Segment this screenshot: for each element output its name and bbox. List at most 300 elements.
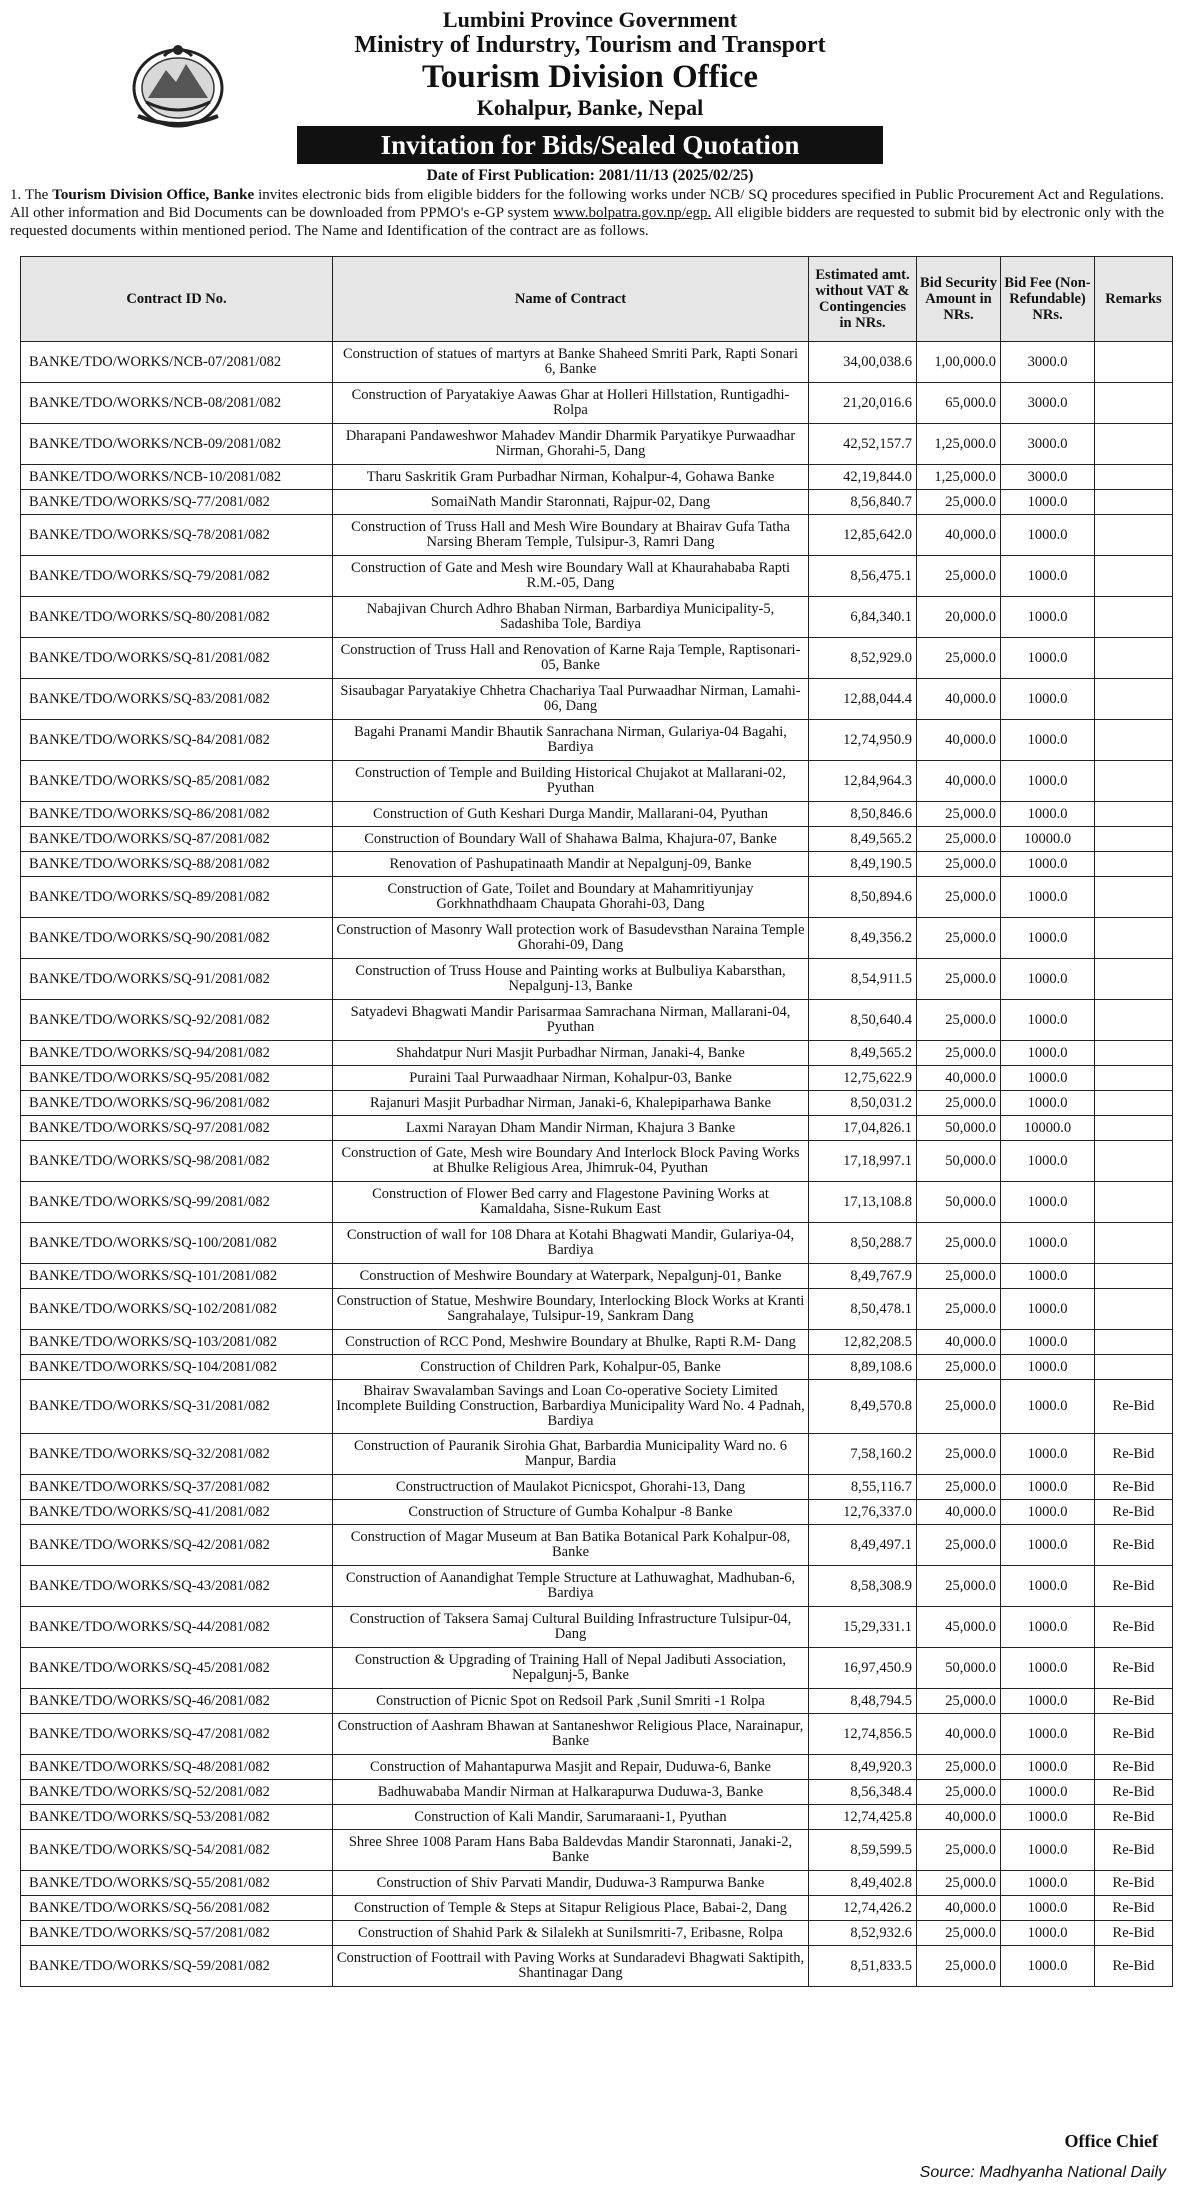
bid-security-cell: 25,000.0: [917, 1355, 1001, 1380]
table-row: [21, 761, 1173, 802]
table-row: [21, 852, 1173, 877]
estimated-amount-cell: 17,04,826.1: [809, 1116, 917, 1141]
bid-fee-cell: 1000.0: [1001, 1434, 1095, 1475]
contract-id-cell: BANKE/TDO/WORKS/SQ-92/2081/082: [21, 1000, 333, 1041]
bid-security-cell: 50,000.0: [917, 1648, 1001, 1689]
bid-fee-cell: 1000.0: [1001, 1289, 1095, 1330]
estimated-amount-cell: 8,49,356.2: [809, 918, 917, 959]
contract-name-cell: Construction of Children Park, Kohalpur-05, Banke: [333, 1355, 809, 1380]
remarks-cell: [1095, 761, 1173, 802]
contract-id-cell: BANKE/TDO/WORKS/SQ-32/2081/082: [21, 1434, 333, 1475]
bid-security-cell: 25,000.0: [917, 1921, 1001, 1946]
table-row: [21, 1525, 1173, 1566]
bid-fee-cell: 1000.0: [1001, 1041, 1095, 1066]
table-row: [21, 515, 1173, 556]
remarks-cell: Re-Bid: [1095, 1714, 1173, 1755]
table-row: [21, 1000, 1173, 1041]
table-row: [21, 1946, 1173, 1987]
remarks-cell: [1095, 1041, 1173, 1066]
contract-id-cell: BANKE/TDO/WORKS/SQ-101/2081/082: [21, 1264, 333, 1289]
contract-name-cell: Construction of Truss Hall and Renovation of Karne Raja Temple, Raptisonari-05, Banke: [333, 638, 809, 679]
contract-id-cell: BANKE/TDO/WORKS/SQ-80/2081/082: [21, 597, 333, 638]
bid-security-cell: 25,000.0: [917, 1755, 1001, 1780]
estimated-amount-cell: 34,00,038.6: [809, 342, 917, 383]
bid-fee-cell: 1000.0: [1001, 1380, 1095, 1434]
remarks-cell: [1095, 1264, 1173, 1289]
header-remarks: Remarks: [1095, 257, 1173, 342]
table-row: [21, 959, 1173, 1000]
bid-security-cell: 40,000.0: [917, 515, 1001, 556]
estimated-amount-cell: 8,49,402.8: [809, 1871, 917, 1896]
bid-security-cell: 25,000.0: [917, 1264, 1001, 1289]
bid-security-cell: 25,000.0: [917, 1780, 1001, 1805]
bid-fee-cell: 1000.0: [1001, 556, 1095, 597]
table-row: [21, 490, 1173, 515]
estimated-amount-cell: 12,84,964.3: [809, 761, 917, 802]
table-row: [21, 827, 1173, 852]
remarks-cell: [1095, 1091, 1173, 1116]
estimated-amount-cell: 8,50,846.6: [809, 802, 917, 827]
header-bid-security: Bid Security Amount in NRs.: [917, 257, 1001, 342]
estimated-amount-cell: 8,49,565.2: [809, 1041, 917, 1066]
contract-id-cell: BANKE/TDO/WORKS/SQ-52/2081/082: [21, 1780, 333, 1805]
estimated-amount-cell: 12,75,622.9: [809, 1066, 917, 1091]
estimated-amount-cell: 16,97,450.9: [809, 1648, 917, 1689]
remarks-cell: Re-Bid: [1095, 1434, 1173, 1475]
table-row: [21, 597, 1173, 638]
table-row: [21, 1330, 1173, 1355]
table-row: [21, 383, 1173, 424]
bid-security-cell: 25,000.0: [917, 1830, 1001, 1871]
table-row: [21, 1380, 1173, 1434]
remarks-cell: Re-Bid: [1095, 1946, 1173, 1987]
bid-security-cell: 25,000.0: [917, 1871, 1001, 1896]
intro-paragraph: [10, 186, 1164, 242]
estimated-amount-cell: 7,58,160.2: [809, 1434, 917, 1475]
table-row: [21, 1607, 1173, 1648]
remarks-cell: Re-Bid: [1095, 1780, 1173, 1805]
contract-id-cell: BANKE/TDO/WORKS/SQ-41/2081/082: [21, 1500, 333, 1525]
contract-name-cell: SomaiNath Mandir Staronnati, Rajpur-02, Dang: [333, 490, 809, 515]
contract-id-cell: BANKE/TDO/WORKS/SQ-99/2081/082: [21, 1182, 333, 1223]
bid-fee-cell: 1000.0: [1001, 1141, 1095, 1182]
bid-security-cell: 1,00,000.0: [917, 342, 1001, 383]
remarks-cell: [1095, 1141, 1173, 1182]
bid-security-cell: 25,000.0: [917, 959, 1001, 1000]
remarks-cell: Re-Bid: [1095, 1525, 1173, 1566]
bid-security-cell: 45,000.0: [917, 1607, 1001, 1648]
bid-security-cell: 40,000.0: [917, 1330, 1001, 1355]
bid-fee-cell: 1000.0: [1001, 1780, 1095, 1805]
bid-fee-cell: 1000.0: [1001, 1091, 1095, 1116]
estimated-amount-cell: 8,59,599.5: [809, 1830, 917, 1871]
bid-fee-cell: 1000.0: [1001, 1264, 1095, 1289]
bid-fee-cell: 1000.0: [1001, 1896, 1095, 1921]
contract-name-cell: Construction of Masonry Wall protection work of Basudevsthan Naraina Temple Ghorahi-09, Dang: [333, 918, 809, 959]
contract-name-cell: Tharu Saskritik Gram Purbadhar Nirman, Kohalpur-4, Gohawa Banke: [333, 465, 809, 490]
remarks-cell: [1095, 720, 1173, 761]
bid-security-cell: 40,000.0: [917, 1805, 1001, 1830]
contract-id-cell: BANKE/TDO/WORKS/SQ-98/2081/082: [21, 1141, 333, 1182]
contract-name-cell: Construction of Mahantapurwa Masjit and Repair, Duduwa-6, Banke: [333, 1755, 809, 1780]
bid-security-cell: 65,000.0: [917, 383, 1001, 424]
remarks-cell: [1095, 515, 1173, 556]
bid-fee-cell: 1000.0: [1001, 802, 1095, 827]
bid-security-cell: 25,000.0: [917, 877, 1001, 918]
bid-fee-cell: 1000.0: [1001, 1714, 1095, 1755]
table-row: [21, 1500, 1173, 1525]
estimated-amount-cell: 8,49,920.3: [809, 1755, 917, 1780]
contract-name-cell: Bagahi Pranami Mandir Bhautik Sanrachana Nirman, Gulariya-04 Bagahi, Bardiya: [333, 720, 809, 761]
estimated-amount-cell: 8,50,640.4: [809, 1000, 917, 1041]
estimated-amount-cell: 15,29,331.1: [809, 1607, 917, 1648]
contracts-table: [20, 256, 1173, 1987]
estimated-amount-cell: 8,56,348.4: [809, 1780, 917, 1805]
contract-id-cell: BANKE/TDO/WORKS/SQ-83/2081/082: [21, 679, 333, 720]
bid-security-cell: 25,000.0: [917, 1091, 1001, 1116]
table-row: [21, 1141, 1173, 1182]
contract-id-cell: BANKE/TDO/WORKS/SQ-42/2081/082: [21, 1525, 333, 1566]
estimated-amount-cell: 8,52,932.6: [809, 1921, 917, 1946]
estimated-amount-cell: 12,82,208.5: [809, 1330, 917, 1355]
contract-name-cell: Construction of Aanandighat Temple Structure at Lathuwaghat, Madhuban-6, Bardiya: [333, 1566, 809, 1607]
contract-id-cell: BANKE/TDO/WORKS/SQ-97/2081/082: [21, 1116, 333, 1141]
estimated-amount-cell: 8,54,911.5: [809, 959, 917, 1000]
contract-id-cell: BANKE/TDO/WORKS/SQ-44/2081/082: [21, 1607, 333, 1648]
bid-fee-cell: 1000.0: [1001, 1475, 1095, 1500]
estimated-amount-cell: 12,76,337.0: [809, 1500, 917, 1525]
estimated-amount-cell: 8,50,031.2: [809, 1091, 917, 1116]
table-row: [21, 556, 1173, 597]
bid-security-cell: 25,000.0: [917, 1434, 1001, 1475]
bid-notice: [10, 6, 1170, 2194]
bid-fee-cell: 1000.0: [1001, 1805, 1095, 1830]
table-row: [21, 1714, 1173, 1755]
contract-name-cell: Construction of Foottrail with Paving Works at Sundaradevi Bhagwati Saktipith, Shantinagar Dang: [333, 1946, 809, 1987]
bid-security-cell: 40,000.0: [917, 720, 1001, 761]
bid-security-cell: 40,000.0: [917, 1714, 1001, 1755]
table-row: [21, 1475, 1173, 1500]
remarks-cell: Re-Bid: [1095, 1755, 1173, 1780]
table-row: [21, 802, 1173, 827]
intro-text-1: 1. The: [10, 187, 53, 203]
contract-id-cell: BANKE/TDO/WORKS/SQ-46/2081/082: [21, 1689, 333, 1714]
remarks-cell: [1095, 1355, 1173, 1380]
table-row: [21, 1780, 1173, 1805]
contract-name-cell: Construction of Aashram Bhawan at Santaneshwor Religious Place, Narainapur, Banke: [333, 1714, 809, 1755]
contract-name-cell: Construction of Truss Hall and Mesh Wire Boundary at Bhairav Gufa Tatha Narsing Bheram Temple, Tulsipur-3, Ramri Dang: [333, 515, 809, 556]
remarks-cell: [1095, 1289, 1173, 1330]
table-row: [21, 720, 1173, 761]
table-row: [21, 465, 1173, 490]
bid-security-cell: 25,000.0: [917, 1289, 1001, 1330]
contract-id-cell: BANKE/TDO/WORKS/SQ-59/2081/082: [21, 1946, 333, 1987]
bid-fee-cell: 1000.0: [1001, 490, 1095, 515]
contract-id-cell: BANKE/TDO/WORKS/SQ-78/2081/082: [21, 515, 333, 556]
remarks-cell: [1095, 877, 1173, 918]
estimated-amount-cell: 12,74,856.5: [809, 1714, 917, 1755]
contract-id-cell: BANKE/TDO/WORKS/SQ-53/2081/082: [21, 1805, 333, 1830]
bid-fee-cell: 1000.0: [1001, 959, 1095, 1000]
remarks-cell: [1095, 465, 1173, 490]
remarks-cell: [1095, 827, 1173, 852]
contract-id-cell: BANKE/TDO/WORKS/SQ-79/2081/082: [21, 556, 333, 597]
bid-fee-cell: 1000.0: [1001, 1648, 1095, 1689]
contract-name-cell: Construction of Shiv Parvati Mandir, Duduwa-3 Rampurwa Banke: [333, 1871, 809, 1896]
contract-name-cell: Rajanuri Masjit Purbadhar Nirman, Janaki-6, Khalepiparhawa Banke: [333, 1091, 809, 1116]
estimated-amount-cell: 8,49,570.8: [809, 1380, 917, 1434]
bid-security-cell: 25,000.0: [917, 638, 1001, 679]
table-row: [21, 1755, 1173, 1780]
remarks-cell: [1095, 959, 1173, 1000]
remarks-cell: Re-Bid: [1095, 1607, 1173, 1648]
table-row: [21, 679, 1173, 720]
remarks-cell: [1095, 852, 1173, 877]
bid-fee-cell: 1000.0: [1001, 597, 1095, 638]
bid-fee-cell: 1000.0: [1001, 679, 1095, 720]
bid-security-cell: 40,000.0: [917, 679, 1001, 720]
office-name: Tourism Division Office: [421, 59, 759, 95]
contract-name-cell: Construction of Guth Keshari Durga Mandir, Mallarani-04, Pyuthan: [333, 802, 809, 827]
bid-fee-cell: 10000.0: [1001, 1116, 1095, 1141]
bid-fee-cell: 1000.0: [1001, 1755, 1095, 1780]
bid-fee-cell: 1000.0: [1001, 1000, 1095, 1041]
bid-security-cell: 25,000.0: [917, 1000, 1001, 1041]
contract-id-cell: BANKE/TDO/WORKS/SQ-89/2081/082: [21, 877, 333, 918]
bid-security-cell: 25,000.0: [917, 1525, 1001, 1566]
bid-security-cell: 25,000.0: [917, 1566, 1001, 1607]
bid-fee-cell: 3000.0: [1001, 465, 1095, 490]
contract-id-cell: BANKE/TDO/WORKS/SQ-57/2081/082: [21, 1921, 333, 1946]
remarks-cell: [1095, 424, 1173, 465]
egp-link[interactable]: www.bolpatra.gov.np/egp.: [553, 205, 712, 221]
header-bid-fee: Bid Fee (Non-Refundable) NRs.: [1001, 257, 1095, 342]
contract-name-cell: Constructruction of Maulakot Picnicspot, Ghorahi-13, Dang: [333, 1475, 809, 1500]
bid-fee-cell: 1000.0: [1001, 877, 1095, 918]
estimated-amount-cell: 8,50,478.1: [809, 1289, 917, 1330]
contract-name-cell: Construction of Magar Museum at Ban Batika Botanical Park Kohalpur-08, Banke: [333, 1525, 809, 1566]
contract-name-cell: Laxmi Narayan Dham Mandir Nirman, Khajura 3 Banke: [333, 1116, 809, 1141]
bid-security-cell: 25,000.0: [917, 1689, 1001, 1714]
bid-security-cell: 40,000.0: [917, 1500, 1001, 1525]
estimated-amount-cell: 17,18,997.1: [809, 1141, 917, 1182]
contract-name-cell: Construction of Kali Mandir, Sarumaraani-1, Pyuthan: [333, 1805, 809, 1830]
bid-fee-cell: 1000.0: [1001, 1871, 1095, 1896]
intro-office: Tourism Division Office, Banke: [52, 187, 255, 203]
table-row: [21, 1223, 1173, 1264]
bid-security-cell: 25,000.0: [917, 852, 1001, 877]
contract-id-cell: BANKE/TDO/WORKS/SQ-85/2081/082: [21, 761, 333, 802]
estimated-amount-cell: 12,74,950.9: [809, 720, 917, 761]
contract-id-cell: BANKE/TDO/WORKS/SQ-100/2081/082: [21, 1223, 333, 1264]
bid-security-cell: 25,000.0: [917, 1475, 1001, 1500]
remarks-cell: [1095, 1182, 1173, 1223]
table-row: [21, 1434, 1173, 1475]
remarks-cell: Re-Bid: [1095, 1566, 1173, 1607]
bid-fee-cell: 1000.0: [1001, 918, 1095, 959]
bid-fee-cell: 3000.0: [1001, 424, 1095, 465]
estimated-amount-cell: 8,49,190.5: [809, 852, 917, 877]
bid-fee-cell: 1000.0: [1001, 638, 1095, 679]
bid-security-cell: 25,000.0: [917, 827, 1001, 852]
bid-fee-cell: 1000.0: [1001, 1066, 1095, 1091]
contract-id-cell: BANKE/TDO/WORKS/NCB-09/2081/082: [21, 424, 333, 465]
contract-name-cell: Construction of Taksera Samaj Cultural Building Infrastructure Tulsipur-04, Dang: [333, 1607, 809, 1648]
contract-name-cell: Shahdatpur Nuri Masjit Purbadhar Nirman, Janaki-4, Banke: [333, 1041, 809, 1066]
remarks-cell: Re-Bid: [1095, 1380, 1173, 1434]
table-row: [21, 918, 1173, 959]
remarks-cell: Re-Bid: [1095, 1500, 1173, 1525]
contract-name-cell: Construction & Upgrading of Training Hall of Nepal Jadibuti Association, Nepalgunj-5, Banke: [333, 1648, 809, 1689]
bid-fee-cell: 1000.0: [1001, 1355, 1095, 1380]
bid-security-cell: 25,000.0: [917, 918, 1001, 959]
bid-security-cell: 40,000.0: [917, 761, 1001, 802]
table-row: [21, 1921, 1173, 1946]
notice-banner: Invitation for Bids/Sealed Quotation: [297, 126, 883, 164]
contract-id-cell: BANKE/TDO/WORKS/SQ-31/2081/082: [21, 1380, 333, 1434]
contract-name-cell: Construction of Gate, Mesh wire Boundary And Interlock Block Paving Works at Bhulke Religious Area, Jhimruk-04, Pyuthan: [333, 1141, 809, 1182]
contract-name-cell: Sisaubagar Paryatakiye Chhetra Chachariya Taal Purwaadhar Nirman, Lamahi-06, Dang: [333, 679, 809, 720]
header-contract-id: Contract ID No.: [21, 257, 333, 342]
bid-fee-cell: 10000.0: [1001, 827, 1095, 852]
table-row: [21, 1041, 1173, 1066]
remarks-cell: [1095, 490, 1173, 515]
estimated-amount-cell: 8,55,116.7: [809, 1475, 917, 1500]
contract-name-cell: Construction of Structure of Gumba Kohalpur -8 Banke: [333, 1500, 809, 1525]
bid-fee-cell: 1000.0: [1001, 515, 1095, 556]
contract-name-cell: Construction of RCC Pond, Meshwire Boundary at Bhulke, Rapti R.M- Dang: [333, 1330, 809, 1355]
remarks-cell: [1095, 1330, 1173, 1355]
estimated-amount-cell: 42,19,844.0: [809, 465, 917, 490]
source-credit: Source: Madhyanha National Daily: [919, 2164, 1166, 2181]
header-estimated-amount: Estimated amt. without VAT & Contingencies in NRs.: [809, 257, 917, 342]
contract-id-cell: BANKE/TDO/WORKS/SQ-55/2081/082: [21, 1871, 333, 1896]
remarks-cell: [1095, 383, 1173, 424]
contract-name-cell: Construction of statues of martyrs at Banke Shaheed Smriti Park, Rapti Sonari 6, Banke: [333, 342, 809, 383]
estimated-amount-cell: 6,84,340.1: [809, 597, 917, 638]
estimated-amount-cell: 12,74,425.8: [809, 1805, 917, 1830]
contract-id-cell: BANKE/TDO/WORKS/SQ-45/2081/082: [21, 1648, 333, 1689]
contract-name-cell: Construction of Temple & Steps at Sitapur Religious Place, Babai-2, Dang: [333, 1896, 809, 1921]
bid-security-cell: 20,000.0: [917, 597, 1001, 638]
contract-name-cell: Shree Shree 1008 Param Hans Baba Baldevdas Mandir Staronnati, Janaki-2, Banke: [333, 1830, 809, 1871]
contract-name-cell: Construction of Picnic Spot on Redsoil Park ,Sunil Smriti -1 Rolpa: [333, 1689, 809, 1714]
table-row: [21, 638, 1173, 679]
bid-fee-cell: 3000.0: [1001, 383, 1095, 424]
estimated-amount-cell: 8,58,308.9: [809, 1566, 917, 1607]
bid-fee-cell: 1000.0: [1001, 1830, 1095, 1871]
contract-name-cell: Construction of Temple and Building Historical Chujakot at Mallarani-02, Pyuthan: [333, 761, 809, 802]
contract-name-cell: Construction of Pauranik Sirohia Ghat, Barbardia Municipality Ward no. 6 Manpur, Bardia: [333, 1434, 809, 1475]
bid-security-cell: 40,000.0: [917, 1066, 1001, 1091]
bid-fee-cell: 3000.0: [1001, 342, 1095, 383]
remarks-cell: Re-Bid: [1095, 1648, 1173, 1689]
contract-id-cell: BANKE/TDO/WORKS/SQ-96/2081/082: [21, 1091, 333, 1116]
notice-header: [10, 6, 1170, 186]
contract-id-cell: BANKE/TDO/WORKS/SQ-95/2081/082: [21, 1066, 333, 1091]
contract-id-cell: BANKE/TDO/WORKS/SQ-103/2081/082: [21, 1330, 333, 1355]
contract-id-cell: BANKE/TDO/WORKS/SQ-84/2081/082: [21, 720, 333, 761]
contract-id-cell: BANKE/TDO/WORKS/SQ-86/2081/082: [21, 802, 333, 827]
nepal-emblem-icon: [126, 36, 230, 132]
contract-name-cell: Construction of Flower Bed carry and Flagestone Pavining Works at Kamaldaha, Sisne-Rukum East: [333, 1182, 809, 1223]
contract-id-cell: BANKE/TDO/WORKS/SQ-37/2081/082: [21, 1475, 333, 1500]
bid-security-cell: 25,000.0: [917, 1223, 1001, 1264]
contract-id-cell: BANKE/TDO/WORKS/SQ-81/2081/082: [21, 638, 333, 679]
remarks-cell: Re-Bid: [1095, 1896, 1173, 1921]
table-row: [21, 1066, 1173, 1091]
table-row: [21, 1289, 1173, 1330]
estimated-amount-cell: 8,56,475.1: [809, 556, 917, 597]
bid-fee-cell: 1000.0: [1001, 1182, 1095, 1223]
bid-fee-cell: 1000.0: [1001, 1689, 1095, 1714]
office-chief-signature: Office Chief: [1064, 2131, 1158, 2151]
estimated-amount-cell: 8,48,794.5: [809, 1689, 917, 1714]
remarks-cell: Re-Bid: [1095, 1689, 1173, 1714]
bid-security-cell: 50,000.0: [917, 1141, 1001, 1182]
estimated-amount-cell: 21,20,016.6: [809, 383, 917, 424]
intro-text-3: All eligible bidders are requested to submit bid by electronic only with the requested documents within mentioned period. The Name and Identification of the contract are as follows.: [10, 205, 1164, 239]
contract-id-cell: BANKE/TDO/WORKS/SQ-91/2081/082: [21, 959, 333, 1000]
estimated-amount-cell: 8,50,288.7: [809, 1223, 917, 1264]
bid-security-cell: 1,25,000.0: [917, 424, 1001, 465]
remarks-cell: [1095, 1223, 1173, 1264]
estimated-amount-cell: 8,52,929.0: [809, 638, 917, 679]
bid-fee-cell: 1000.0: [1001, 1500, 1095, 1525]
contract-id-cell: BANKE/TDO/WORKS/SQ-47/2081/082: [21, 1714, 333, 1755]
bid-fee-cell: 1000.0: [1001, 1946, 1095, 1987]
estimated-amount-cell: 42,52,157.7: [809, 424, 917, 465]
estimated-amount-cell: 12,85,642.0: [809, 515, 917, 556]
table-row: [21, 1355, 1173, 1380]
remarks-cell: [1095, 679, 1173, 720]
bid-security-cell: 50,000.0: [917, 1116, 1001, 1141]
contract-id-cell: BANKE/TDO/WORKS/SQ-94/2081/082: [21, 1041, 333, 1066]
publication-date: Date of First Publication: 2081/11/13 (2025/02/25): [426, 167, 754, 184]
contract-id-cell: BANKE/TDO/WORKS/NCB-10/2081/082: [21, 465, 333, 490]
table-row: [21, 1116, 1173, 1141]
header-contract-name: Name of Contract: [333, 257, 809, 342]
bid-security-cell: 40,000.0: [917, 1896, 1001, 1921]
bid-security-cell: 25,000.0: [917, 556, 1001, 597]
contract-name-cell: Construction of Boundary Wall of Shahawa Balma, Khajura-07, Banke: [333, 827, 809, 852]
table-row: [21, 1091, 1173, 1116]
table-row: [21, 1805, 1173, 1830]
contract-name-cell: Satyadevi Bhagwati Mandir Parisarmaa Samrachana Nirman, Mallarani-04, Pyuthan: [333, 1000, 809, 1041]
estimated-amount-cell: 8,50,894.6: [809, 877, 917, 918]
bid-security-cell: 1,25,000.0: [917, 465, 1001, 490]
estimated-amount-cell: 8,49,497.1: [809, 1525, 917, 1566]
remarks-cell: Re-Bid: [1095, 1871, 1173, 1896]
contract-id-cell: BANKE/TDO/WORKS/SQ-87/2081/082: [21, 827, 333, 852]
estimated-amount-cell: 8,56,840.7: [809, 490, 917, 515]
contract-name-cell: Puraini Taal Purwaadhaar Nirman, Kohalpur-03, Banke: [333, 1066, 809, 1091]
contract-name-cell: Construction of Gate, Toilet and Boundary at Mahamritiyunjay Gorkhnathdhaam Chaupata Ghorahi-03, Dang: [333, 877, 809, 918]
contract-name-cell: Construction of Gate and Mesh wire Boundary Wall at Khaurahababa Rapti R.M.-05, Dang: [333, 556, 809, 597]
remarks-cell: [1095, 597, 1173, 638]
contract-name-cell: Dharapani Pandaweshwor Mahadev Mandir Dharmik Paryatikye Purwaadhar Nirman, Ghorahi-5, Dang: [333, 424, 809, 465]
table-row: [21, 1648, 1173, 1689]
table-row: [21, 424, 1173, 465]
table-row: [21, 1830, 1173, 1871]
contract-id-cell: BANKE/TDO/WORKS/SQ-43/2081/082: [21, 1566, 333, 1607]
table-row: [21, 1182, 1173, 1223]
remarks-cell: [1095, 918, 1173, 959]
remarks-cell: Re-Bid: [1095, 1805, 1173, 1830]
contract-id-cell: BANKE/TDO/WORKS/SQ-54/2081/082: [21, 1830, 333, 1871]
contract-id-cell: BANKE/TDO/WORKS/SQ-88/2081/082: [21, 852, 333, 877]
bid-fee-cell: 1000.0: [1001, 1525, 1095, 1566]
